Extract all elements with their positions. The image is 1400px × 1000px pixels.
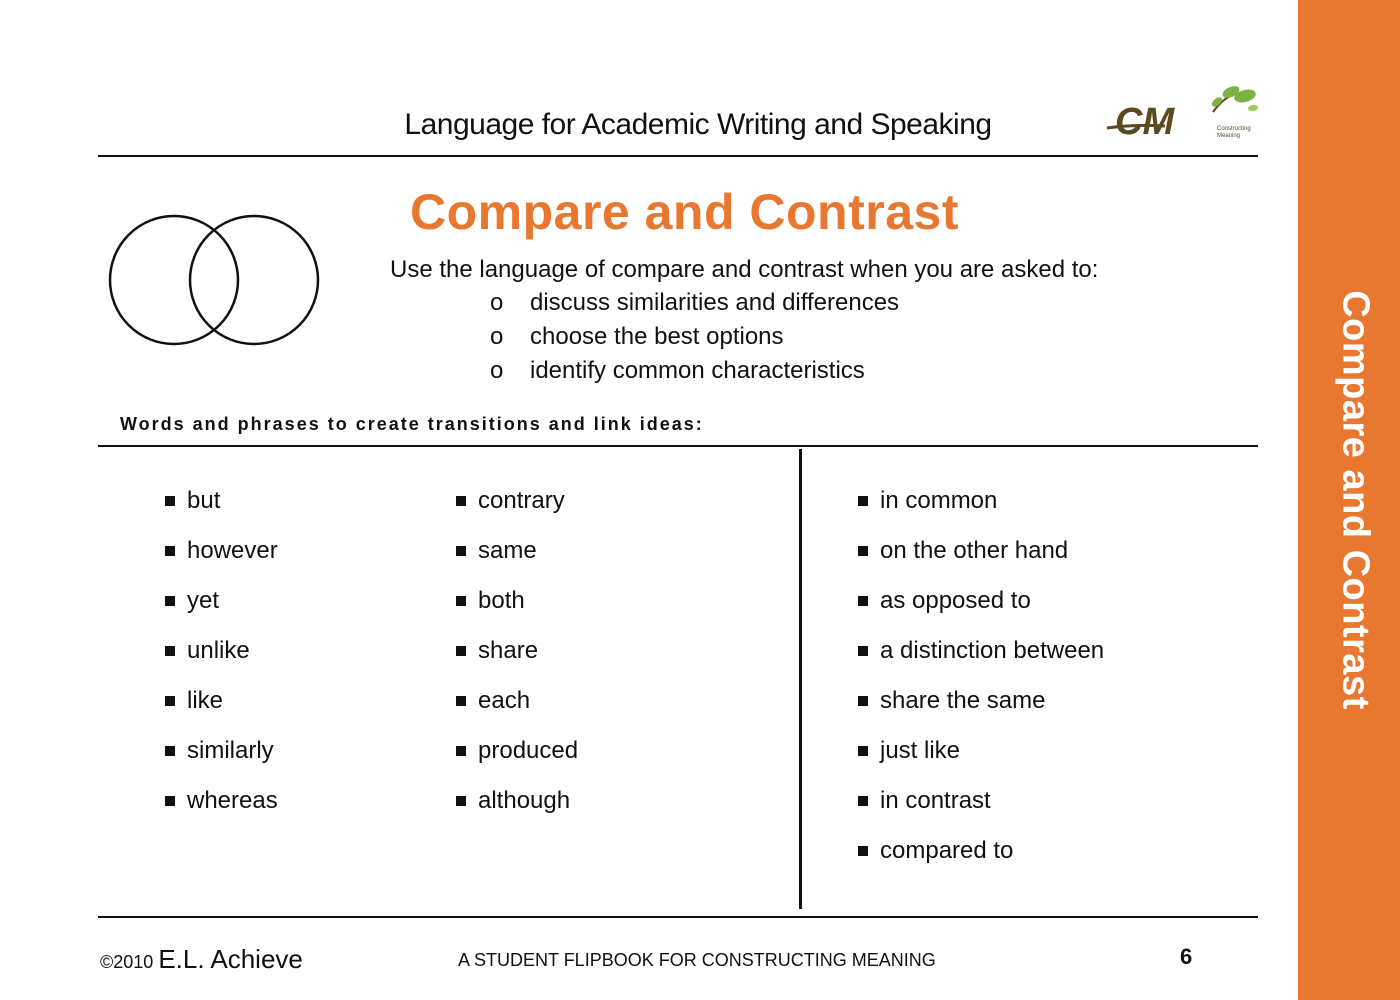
square-bullet-icon (165, 646, 175, 656)
word-text: although (478, 787, 571, 814)
list-item (858, 826, 1104, 876)
section-divider (98, 445, 1258, 447)
list-item (165, 576, 278, 626)
list-item (858, 726, 1104, 776)
square-bullet-icon (165, 596, 175, 606)
list-item (456, 676, 578, 726)
square-bullet-icon (456, 546, 466, 556)
list-item (490, 322, 899, 356)
square-bullet-icon (858, 796, 868, 806)
word-text: as opposed to (880, 587, 1031, 614)
square-bullet-icon (165, 496, 175, 506)
bullet-marker: o (490, 357, 504, 384)
section-label: Words and phrases to create transitions and link ideas: (120, 414, 704, 434)
square-bullet-icon (858, 496, 868, 506)
square-bullet-icon (456, 646, 466, 656)
list-item (165, 626, 278, 676)
word-text: yet (187, 587, 220, 614)
square-bullet-icon (456, 596, 466, 606)
word-list-column-1 (165, 476, 278, 826)
footer-series-title: A STUDENT FLIPBOOK FOR CONSTRUCTING MEANING (458, 950, 936, 970)
word-text: like (187, 687, 224, 714)
square-bullet-icon (456, 696, 466, 706)
square-bullet-icon (858, 646, 868, 656)
square-bullet-icon (165, 746, 175, 756)
list-item (165, 526, 278, 576)
bullet-text: identify common characteristics (530, 357, 865, 384)
logo-text: CM (1115, 101, 1175, 142)
list-item (858, 576, 1104, 626)
square-bullet-icon (858, 596, 868, 606)
list-item (858, 526, 1104, 576)
list-item (456, 476, 578, 526)
square-bullet-icon (858, 696, 868, 706)
square-bullet-icon (858, 546, 868, 556)
bullet-marker: o (490, 289, 504, 316)
square-bullet-icon (858, 746, 868, 756)
word-text: each (478, 687, 531, 714)
word-text: on the other hand (880, 537, 1069, 564)
word-text: contrary (478, 487, 565, 514)
venn-diagram-icon (108, 213, 323, 353)
side-tab-label: Compare and Contrast (1334, 290, 1377, 710)
square-bullet-icon (456, 746, 466, 756)
column-divider (799, 449, 802, 909)
word-text: share (478, 637, 539, 664)
word-text: just like (880, 737, 961, 764)
word-text: but (187, 487, 221, 514)
list-item (165, 726, 278, 776)
intro-text: Use the language of compare and contrast when you are asked to: (390, 256, 1099, 283)
word-text: both (478, 587, 525, 614)
word-text: similarly (187, 737, 274, 764)
footer-copyright (100, 944, 303, 975)
word-text: produced (478, 737, 579, 764)
list-item (858, 776, 1104, 826)
usage-bullet-list (490, 288, 899, 390)
list-item (858, 676, 1104, 726)
list-item (456, 726, 578, 776)
square-bullet-icon (858, 846, 868, 856)
word-text: however (187, 537, 278, 564)
page-number: 6 (1180, 944, 1193, 969)
list-item (456, 776, 578, 826)
bullet-marker: o (490, 323, 504, 350)
word-text: share the same (880, 687, 1046, 714)
list-item (165, 776, 278, 826)
word-list-column-2 (456, 476, 578, 826)
footer-divider (98, 916, 1258, 918)
list-item (456, 626, 578, 676)
cm-logo-icon (1105, 82, 1260, 142)
word-text: unlike (187, 637, 250, 664)
list-item (490, 288, 899, 322)
word-list-column-3 (858, 476, 1104, 876)
svg-text:Meaning: Meaning (1217, 133, 1241, 139)
page-title: Compare and Contrast (410, 184, 959, 240)
square-bullet-icon (165, 796, 175, 806)
list-item (456, 526, 578, 576)
square-bullet-icon (165, 546, 175, 556)
copyright-year: ©2010 (100, 952, 154, 972)
list-item (858, 476, 1104, 526)
word-text: in common (880, 487, 998, 514)
list-item (456, 576, 578, 626)
svg-text:Constructing: Constructing (1217, 126, 1251, 132)
list-item (165, 476, 278, 526)
word-text: a distinction between (880, 637, 1105, 664)
square-bullet-icon (456, 496, 466, 506)
header-title: Language for Academic Writing and Speaking (404, 108, 992, 141)
word-text: same (478, 537, 537, 564)
square-bullet-icon (165, 696, 175, 706)
square-bullet-icon (456, 796, 466, 806)
bullet-text: discuss similarities and differences (530, 289, 900, 316)
word-text: in contrast (880, 787, 991, 814)
header-divider (98, 155, 1258, 157)
word-text: compared to (880, 837, 1014, 864)
cm-logo (1105, 82, 1260, 142)
list-item (490, 356, 899, 390)
list-item (858, 626, 1104, 676)
publisher-brand: E.L. Achieve (158, 944, 303, 974)
list-item (165, 676, 278, 726)
word-text: whereas (187, 787, 278, 814)
bullet-text: choose the best options (530, 323, 784, 350)
